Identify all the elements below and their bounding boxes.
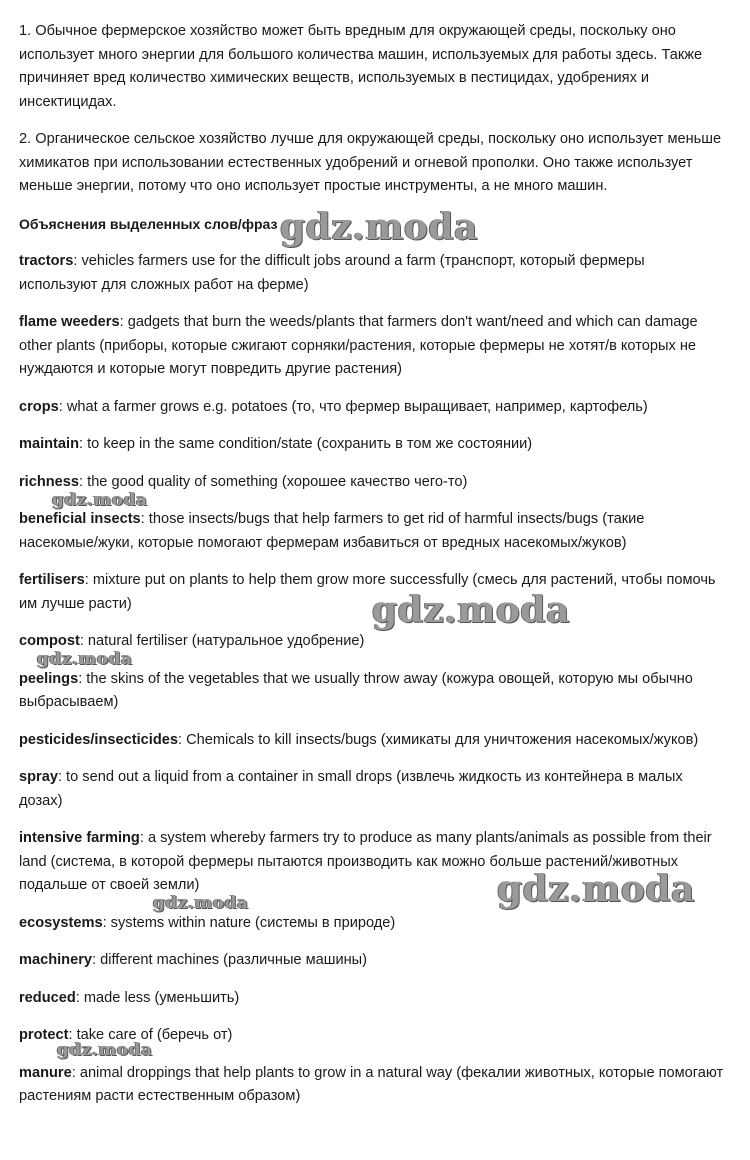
- glossary-entry: [19, 250, 727, 297]
- glossary-term: peelings: [19, 670, 79, 687]
- watermark: gdz.moda: [153, 893, 249, 913]
- glossary-term: tractors: [19, 253, 74, 269]
- glossary-term: beneficial insects: [19, 511, 141, 527]
- glossary-term: pesticides/insecticides: [19, 731, 178, 748]
- glossary-definition: : take care of (беречь от): [68, 1027, 233, 1043]
- glossary-entry: [19, 668, 727, 715]
- glossary-definition: : made less (уменьшить): [75, 989, 240, 1006]
- watermark: gdz.moda: [52, 490, 148, 510]
- paragraph-2: 2. Органическое сельское хозяйство лучше для окружающей среды, поскольку оно использует меньше химикатов при использовании естественных удобрений и огневой прополки. Оно также использует меньше энергии, потому что оно использует простые инструменты, а не много машин.: [19, 131, 722, 194]
- glossary-definition: : a system whereby farmers try to produce as many plants/animals as possible from their land (система, в которой фермеры пытаются производить как можно больше растений/животных подальше от своей земли): [19, 830, 712, 893]
- glossary-entry: [19, 729, 727, 753]
- watermark: gdz.moda: [37, 649, 133, 669]
- document-body: [19, 20, 727, 1123]
- glossary-term: crops: [19, 398, 59, 415]
- glossary-entry: [19, 987, 727, 1011]
- glossary-definition: : systems within nature (системы в природе): [102, 914, 396, 931]
- glossary-definition: : different machines (различные машины): [92, 952, 368, 968]
- paragraph-1: 1. Обычное фермерское хозяйство может быть вредным для окружающей среды, поскольку оно использует много энергии для большого количества машин, используемых для работы здесь. Также причиняет вред количество химических веществ, используемых в пестицидах, удобрениях и инсектицидах.: [19, 23, 703, 110]
- glossary-entry: [19, 912, 727, 936]
- glossary-entry: [19, 433, 727, 457]
- glossary-term: machinery: [19, 952, 93, 968]
- section-heading: Объяснения выделенных слов/фраз: [19, 215, 278, 232]
- glossary-term: ecosystems: [19, 914, 103, 931]
- glossary-entry: [19, 311, 727, 382]
- glossary-definition: : natural fertiliser (натуральное удобрение): [79, 633, 365, 649]
- glossary-term: reduced: [19, 989, 76, 1006]
- glossary-definition: : Chemicals to kill insects/bugs (химикаты для уничтожения насекомых/жуков): [178, 731, 699, 748]
- glossary-definition: : what a farmer grows e.g. potatoes (то, что фермер выращивает, например, картофель): [58, 398, 648, 415]
- glossary-term: compost: [19, 633, 80, 649]
- glossary-entry: [19, 508, 727, 555]
- glossary-definition: : to send out a liquid from a container in small drops (извлечь жидкость из контейнера в малых дозах): [19, 769, 683, 809]
- glossary-definition: : gadgets that burn the weeds/plants that farmers don't want/need and which can damage other plants (приборы, которые сжигают сорняки/растения, которые фермеры не хотят/в которых не нуждаются и которые могут повредить другие растения): [19, 314, 698, 377]
- glossary-term: protect: [19, 1027, 69, 1043]
- watermark: gdz.moda: [57, 1040, 153, 1060]
- glossary-term: maintain: [19, 436, 80, 452]
- glossary-term: intensive farming: [19, 830, 140, 846]
- glossary-term: manure: [19, 1064, 72, 1081]
- glossary-definition: : vehicles farmers use for the difficult jobs around a farm (транспорт, который фермеры используют для сложных работ на ферме): [19, 253, 645, 293]
- watermark: gdz.moda: [372, 589, 570, 631]
- glossary-entry: [19, 949, 727, 973]
- glossary-definition: : the skins of the vegetables that we usually throw away (кожура овощей, которую мы обычно выбрасываем): [19, 670, 693, 710]
- glossary-definition: : mixture put on plants to help them grow more successfully (смесь для растений, чтобы помочь им лучше расти): [19, 572, 716, 612]
- glossary-definition: : animal droppings that help plants to grow in a natural way (фекалии животных, которые помогают растениям расти естественным образом): [19, 1064, 724, 1104]
- glossary-term: flame weeders: [19, 314, 120, 330]
- glossary-term: fertilisers: [19, 572, 85, 588]
- glossary-definition: : those insects/bugs that help farmers to get rid of harmful insects/bugs (такие насекомые/жуки, которые помогают фермерам избавиться от вредных насекомых/жуков): [19, 511, 645, 551]
- glossary-entry: [19, 766, 727, 813]
- glossary-entry: [19, 396, 727, 420]
- glossary-entry: [19, 1062, 727, 1109]
- watermark: gdz.moda: [280, 206, 478, 248]
- glossary-term: richness: [19, 473, 80, 490]
- glossary-definition: : the good quality of something (хорошее качество чего-то): [79, 473, 468, 490]
- watermark: gdz.moda: [497, 868, 695, 910]
- glossary-definition: : to keep in the same condition/state (сохранить в том же состоянии): [79, 436, 533, 452]
- glossary-term: spray: [19, 769, 58, 785]
